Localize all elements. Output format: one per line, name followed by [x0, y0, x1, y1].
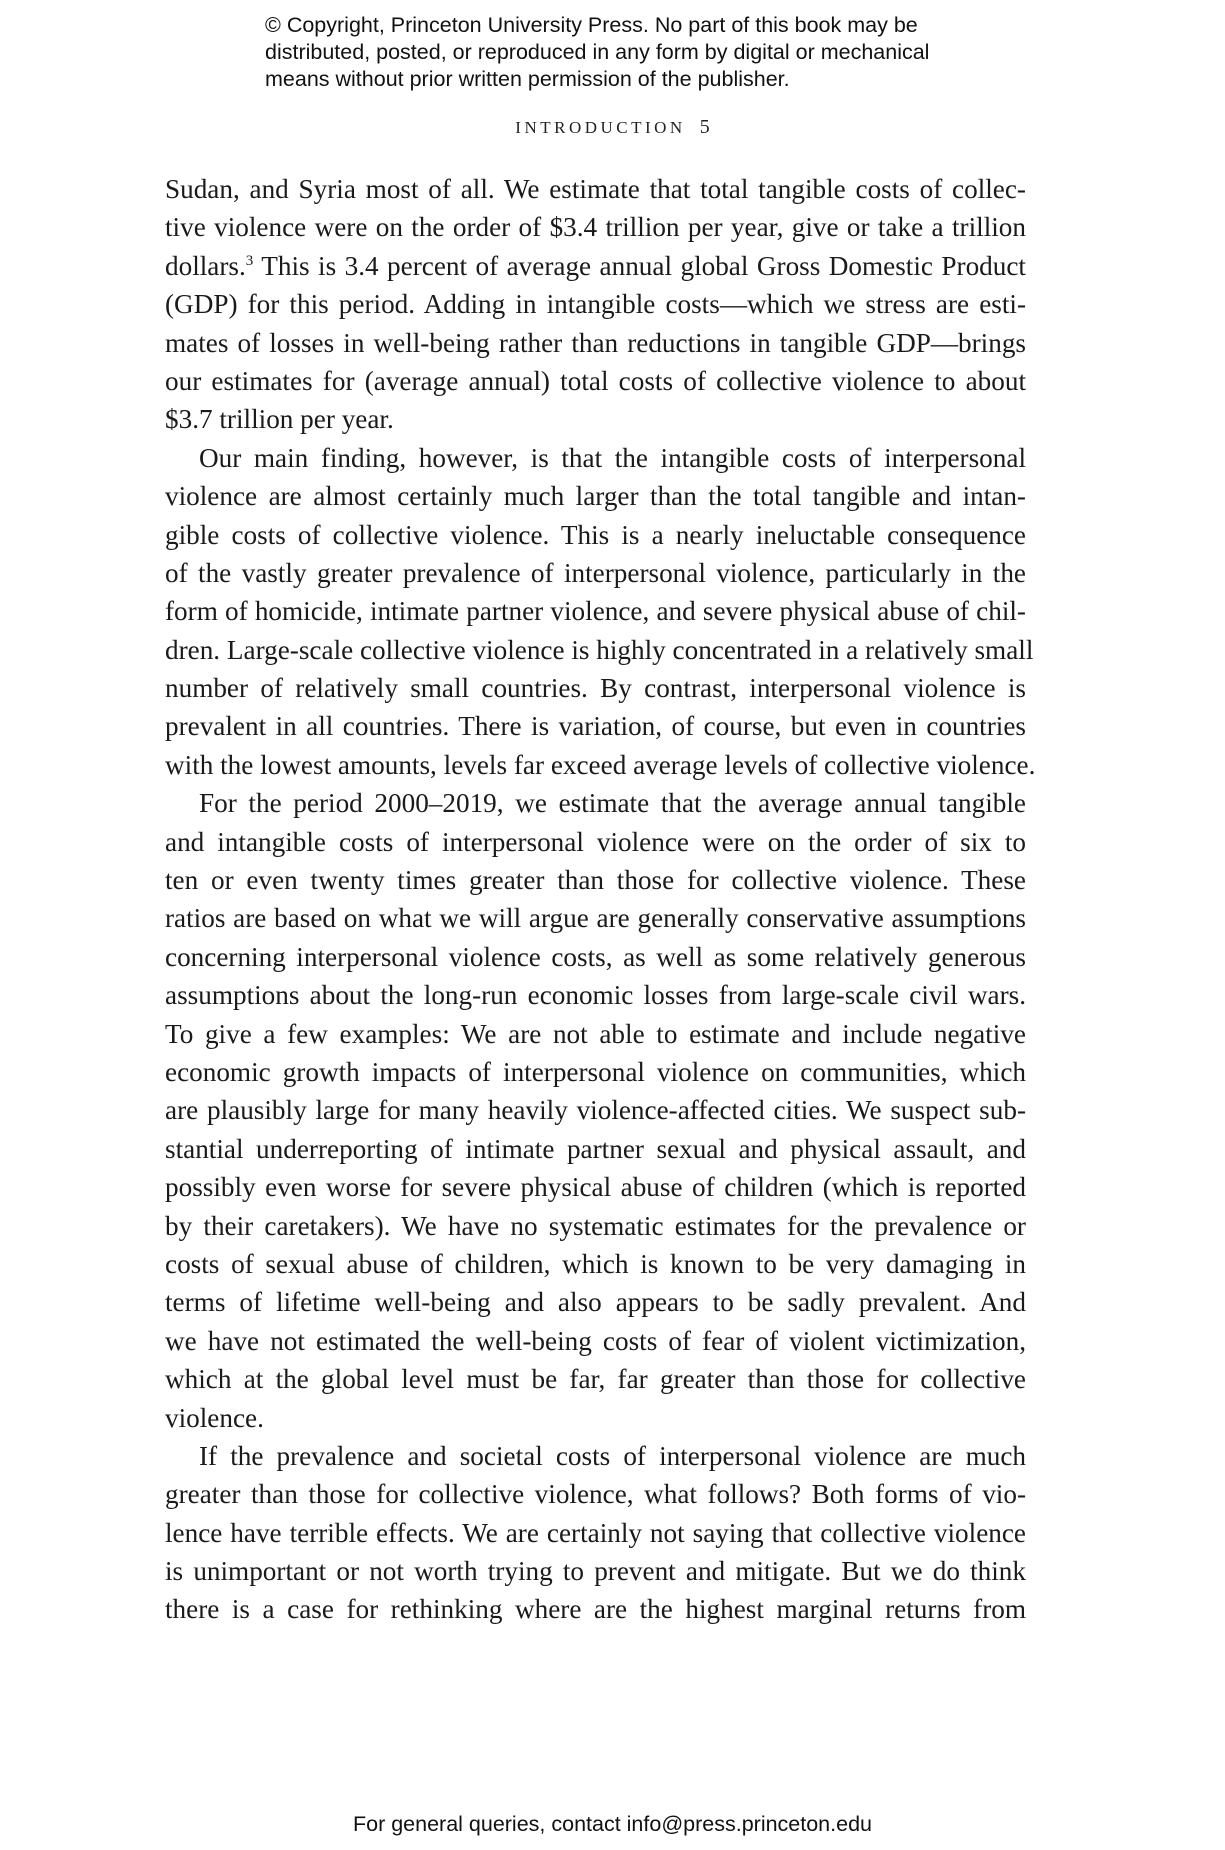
copyright-line: distributed, posted, or reproduced in any form by digital or mechanical [265, 40, 930, 64]
text-line: Sudan, and Syria most of all. We estimate that total tangible costs of collec- [165, 174, 1026, 204]
text-line: there is a case for rethinking where are the highest marginal returns from [165, 1594, 1026, 1625]
text-line: assumptions about the long-run economic losses from large-scale civil wars. [165, 980, 1026, 1011]
paragraph [165, 1437, 1026, 1629]
text-line: gible costs of collective violence. This is a nearly ineluctable consequence [165, 519, 1026, 550]
text-line [165, 247, 1026, 285]
page-number: 5 [699, 116, 710, 138]
text-line: For the period 2000–2019, we estimate that the average annual tangible [199, 788, 1026, 819]
text-line: prevalent in all countries. There is variation, of course, but even in countries [165, 711, 1026, 742]
text-line: ten or even twenty times greater than those for collective violence. These [165, 865, 1026, 896]
text-line: tive violence were on the order of $3.4 trillion per year, give or take a trillion [165, 212, 1026, 243]
text-line: is unimportant or not worth trying to prevent and mitigate. But we do think [165, 1556, 1026, 1587]
text-line: terms of lifetime well-being and also appears to be sadly prevalent. And [165, 1287, 1026, 1318]
copyright-line: © Copyright, Princeton University Press. No part of this book may be [265, 13, 918, 37]
text-line: greater than those for collective violence, what follows? Both forms of vio- [165, 1479, 1026, 1510]
text-line: violence. [165, 1402, 264, 1433]
text-line: ratios are based on what we will argue are generally conservative assumptions [165, 903, 1026, 934]
text-line: $3.7 trillion per year. [165, 404, 394, 435]
text-line: by their caretakers). We have no systematic estimates for the prevalence or [165, 1210, 1026, 1241]
text-line: which at the global level must be far, far greater than those for collective [165, 1364, 1026, 1395]
text-line: If the prevalence and societal costs of interpersonal violence are much [199, 1440, 1026, 1471]
running-head-title: INTRODUCTION [515, 118, 686, 137]
running-head [0, 116, 1225, 139]
text-line: mates of losses in well-being rather than reductions in tangible GDP—brings [165, 327, 1026, 358]
paragraph [165, 784, 1026, 1437]
text-line: possibly even worse for severe physical abuse of children (which is reported [165, 1172, 1026, 1203]
text-line: we have not estimated the well-being costs of fear of violent victimization, [165, 1325, 1026, 1356]
copyright-notice [265, 12, 985, 93]
text-fragment: This is 3.4 percent of average annual global Gross Domestic Product [253, 250, 1026, 281]
text-line: (GDP) for this period. Adding in intangible costs—which we stress are esti- [165, 289, 1026, 320]
text-line: economic growth impacts of interpersonal violence on communities, which [165, 1056, 1026, 1087]
text-line: and intangible costs of interpersonal violence were on the order of six to [165, 826, 1026, 857]
paragraph [165, 439, 1036, 785]
text-line: form of homicide, intimate partner violence, and severe physical abuse of chil- [165, 596, 1026, 627]
text-line: our estimates for (average annual) total costs of collective violence to about [165, 365, 1026, 396]
text-line: dren. Large-scale collective violence is highly concentrated in a relatively small [165, 634, 1034, 665]
footer-contact: For general queries, contact info@press.princeton.edu [352, 1812, 872, 1836]
text-line: of the vastly greater prevalence of interpersonal violence, particularly in the [165, 557, 1026, 588]
text-line: violence are almost certainly much larger than the total tangible and intan- [165, 481, 1026, 512]
text-line: stantial underreporting of intimate partner sexual and physical assault, and [165, 1133, 1026, 1164]
text-line: Our main finding, however, is that the intangible costs of interpersonal [199, 442, 1026, 473]
text-line: are plausibly large for many heavily violence-affected cities. We suspect sub- [165, 1095, 1026, 1126]
text-line: number of relatively small countries. By contrast, interpersonal violence is [165, 673, 1026, 704]
text-fragment: dollars. [165, 250, 246, 281]
text-line: costs of sexual abuse of children, which is known to be very damaging in [165, 1248, 1026, 1279]
paragraph [165, 170, 1026, 439]
text-line: with the lowest amounts, levels far exceed average levels of collective violence. [165, 749, 1036, 780]
body-text [165, 170, 1036, 1629]
text-line: lence have terrible effects. We are certainly not saying that collective violence [165, 1517, 1026, 1548]
text-line: concerning interpersonal violence costs, as well as some relatively generous [165, 941, 1026, 972]
footnote-marker[interactable]: 3 [245, 252, 254, 269]
copyright-line: means without prior written permission of the publisher. [265, 67, 790, 91]
text-line: To give a few examples: We are not able to estimate and include negative [165, 1018, 1026, 1049]
